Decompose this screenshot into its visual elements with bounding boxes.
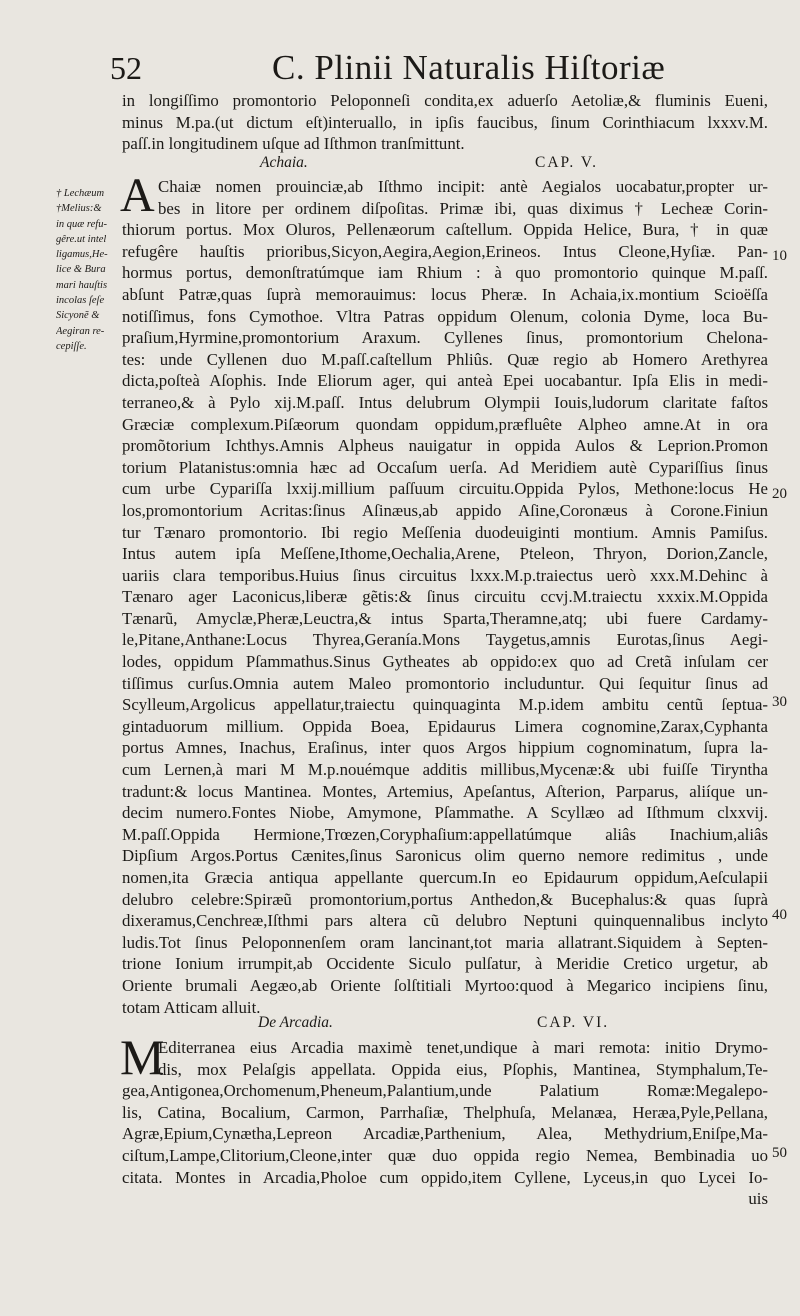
text-line: hormus portus, demonſtratúmque iam Rhium : à quo promontorio quinque M.paſſ. [122, 263, 768, 283]
text-line: promõtorium Ichthys.Amnis Alpheus nauigatur in oppida Aulos & Leprion.Promon [122, 436, 768, 456]
text-line: gea,Antigonea,Orchomenum,Pheneum,Palantium,unde Palatium Romæ:Megalepo- [122, 1081, 768, 1101]
text-line: trione Ionium irrumpit,ab Occidente Siculo pulſatur, à Meridie Cretico urgetur, ab [122, 954, 768, 974]
marginal-note-line: mari hauſtis [56, 279, 108, 291]
text-line: gintaduorum millium. Oppida Boea, Epidaurus Limera cognomine,Zarax,Cyphanta [122, 716, 768, 736]
chapter-6-text [122, 1037, 768, 1188]
text-line: Agræ,Epium,Cynætha,Lepreon Arcadiæ,Parthenium, Alea, Methydrium,Eniſpe,Ma- [122, 1124, 768, 1144]
text-line: terraneo,& à Pylo xij.M.paſſ. Intus delubrum Olympii Iouis,ludorum claritate faſtos [122, 392, 768, 412]
line-number: 10 [772, 248, 787, 264]
text-line: ludis.Tot ſinus Peloponnenſem oram lancinant,tot maria allatrant.Siquidem à Septen- [122, 932, 768, 952]
text-line: Dipſium Argos.Portus Cænites,ſinus Saronicus olim querno nemore redimitus , unde [122, 846, 768, 866]
marginal-note-line: cepiſſe. [56, 340, 87, 352]
text-line: lis, Catina, Bocalium, Carmon, Parrhaſiæ, Thelphuſa, Melanæa, Heræa,Pyle,Pellana, [122, 1102, 768, 1122]
text-line: uariis clara temporibus.Huius ſinus circuitus lxxx.M.p.traiectus uerò xxx.M.Dehinc à [122, 565, 768, 585]
text-line: tur Tænaro promontorio. Ibi regio Meſſenia duodeuiginti montium. Amnis Pamiſus. [122, 522, 768, 542]
marginal-note-line: gêre.ut intel [56, 233, 107, 245]
marginal-note-line: † Lechæum [56, 188, 105, 199]
text-line: lodes, oppidum Pſammathus.Sinus Gytheates ab oppido:ex quo ad Cretã inſulam cer [122, 652, 768, 672]
text-line: ciſtum,Lampe,Clitorium,Cleone,inter quæ duo oppida regio Nemea, Bembinadia uo [122, 1145, 768, 1165]
text-line: los,promontorium Acritas:ſinus Aſinæus,ab appido Aſine,Coronæus à Corone.Finiun [122, 500, 768, 520]
text-line: Tænarũ, Amyclæ,Pheræ,Leuctra,& intus Sparta,Theramne,atq; ubi fuere Cardamy- [122, 608, 768, 628]
drop-cap: A [120, 169, 155, 222]
text-line: tradunt:& locus Mantinea. Montes, Artemius, Apeſantus, Aſterion, Parparus, aliíque un- [122, 781, 768, 801]
text-line: dicta,poſteà Aſophis. Inde Eliorum ager, qui anteà Epei uocabantur. Ipſa Elis in medi- [122, 371, 768, 391]
line-number: 20 [772, 486, 787, 502]
text-line: bes in litore per ordinem diſpoſitas. Primæ ibi, quas diximus † Lecheæ Corin- [158, 198, 768, 218]
text-line: dixeramus,Cenchreæ,Iſthmi pars altera cũ delubro Neptuni quinquennalibus inclyto [122, 911, 768, 931]
text-line: decim numero.Fontes Niobe, Amymone, Pſammathe. A Scyllæo ad Iſthmum clxxvij. [122, 803, 768, 823]
marginal-note-line: Aegiran re- [56, 325, 105, 337]
text-line: le,Pitane,Anthane:Locus Thyrea,Geranía.Mons Taygetus,amnis Eurotas,ſinus Aegi- [122, 630, 768, 650]
marginal-note [56, 186, 122, 354]
text-line: notiſſimus, fons Cymothoe. Vltra Patras oppidum Olenum, colonia Dyme, loca Bu- [122, 306, 768, 326]
chapter-number: CAP. V. [535, 154, 598, 171]
marginal-note-line: lice & Bura [56, 264, 106, 276]
chapter-number: CAP. VI. [537, 1014, 610, 1031]
drop-cap: M [120, 1029, 165, 1085]
text-line: Tænaro ager Laconicus,liberæ gẽtis:& ſinus circuitu ccvj.M.traiectu xxxix.M.Oppida [122, 587, 768, 607]
text-line: in longiſſimo promontorio Peloponneſi condita,ex aduerſo Aetoliæ,& fluminis Eueni, [122, 91, 768, 110]
text-line: nomen,ita Græcia antiqua appellante quercum.In eo Epidaurum oppidum,Aeſculapii [122, 868, 768, 887]
text-line: Scylleum,Argolicus appellatur,traiectu quinquaginta M.p.idem ambitu centũ ſeptua- [122, 695, 768, 715]
text-line: portus Amnes, Inachus, Eraſinus, inter quos Argos hippium cognominatum, ſupra la- [122, 738, 768, 758]
text-line: Editerranea eius Arcadia maximè tenet,undique à mari remota: initio Drymo- [158, 1038, 768, 1057]
text-line: citata. Montes in Arcadia,Pholoe cum oppido,item Cyllene, Lyceus,in quo Lycei Io- [122, 1167, 768, 1187]
line-number: 40 [772, 907, 787, 923]
chapter-title: De Arcadia. [258, 1014, 333, 1031]
text-line: dis, mox Pelaſgis appellata. Oppida eius, Pſophis, Mantinea, Stymphalum,Te- [158, 1059, 768, 1079]
catchword-row [122, 1188, 768, 1210]
text-line: abſunt Patræ,quas ſuprà memorauimus: locus Pheræ. In Achaia,ix.montium Scioëſſa [122, 284, 768, 304]
line-number: 50 [772, 1145, 787, 1161]
intro-paragraph [122, 90, 768, 155]
text-line: praſium,Hyrmine,promontorium Araxum. Cyllenes ſinus, promontorium Chelona- [122, 328, 768, 348]
text-line: totam Atticam alluit. [122, 997, 261, 1017]
text-line: Græciæ complexum.Piſæorum quondam oppidum,præfluête Alpheo amne.At in ora [122, 414, 768, 434]
catchword: uis [748, 1189, 768, 1208]
text-line: cum urbe Cypariſſa lxxij.millium paſſuum circuitu.Oppida Pylos, Methone:locus He [122, 479, 768, 499]
text-line: torium Platanistus:omnia hæc ad Occaſum uerſa. Ad Meridiem autè Cypariſſius ſinus [122, 457, 768, 477]
text-line: Oriente brumali Aegæo,ab Oriente ſolſtitiali Myrtoo:quod à Megarico incipiens ſinu, [122, 975, 768, 995]
marginal-note-line: †Melius:& [56, 203, 102, 215]
marginal-note-line: ligamus,He- [56, 249, 108, 261]
marginal-note-line: Sicyonẽ & [56, 310, 100, 322]
chapter-title: Achaia. [260, 154, 308, 171]
chapter-5-text [122, 176, 768, 1018]
line-number: 30 [772, 694, 787, 710]
text-line: tiſſimus curſus.Omnia autem Maleo promontorio includuntur. Qui ſequitur ſinus ad [122, 673, 768, 693]
page-number: 52 [110, 50, 142, 86]
running-title: C. Plinii Naturalis Hiſtoriæ [272, 48, 666, 87]
text-line: minus M.pa.(ut dictum eſt)interuallo, in ipſis faucibus, ſinum Corinthiacum lxxxv.M. [122, 112, 768, 132]
text-line: delubro celebre:Spiræũ promontorium,portus Anthedon,& Bucephalus:& quas ſuprà [122, 889, 768, 909]
text-line: thiorum portus. Mox Oluros, Pellenæorum caſtellum. Oppida Helice, Bura, † in quæ [122, 220, 768, 240]
text-line: refugêre hauſtis prioribus,Sicyon,Aegira,Aegion,Erineos. Intus Cleone,Hyſiæ. Pan- [122, 241, 768, 261]
text-line: Intus autem ipſa Meſſene,Ithome,Oechalia,Arene, Pteleon, Thryon, Dorion,Zancle, [122, 544, 768, 564]
text-line: M.paſſ.Oppida Hermione,Trœzen,Coryphaſium:appellatúmque aliâs Inachium,aliâs [122, 824, 768, 844]
text-line: tes: unde Cyllenen duo M.paſſ.caſtellum Phliûs. Quæ regio ab Homero Arethyrea [122, 349, 768, 369]
marginal-note-line: in quæ refu- [56, 218, 107, 230]
text-line: paſſ.in longitudinem uſque ad Iſthmon tranſmittunt. [122, 134, 465, 154]
running-head [0, 48, 800, 88]
text-line: cum Lernen,à mari M M.p.nouémque additis millibus,Mycenæ:& ubi fuiſſe Tiryntha [122, 760, 768, 780]
marginal-note-line: incolas ſeſe [56, 295, 105, 307]
text-line: Chaiæ nomen prouinciæ,ab Iſthmo incipit: antè Aegialos uocabatur,propter ur- [158, 177, 768, 196]
